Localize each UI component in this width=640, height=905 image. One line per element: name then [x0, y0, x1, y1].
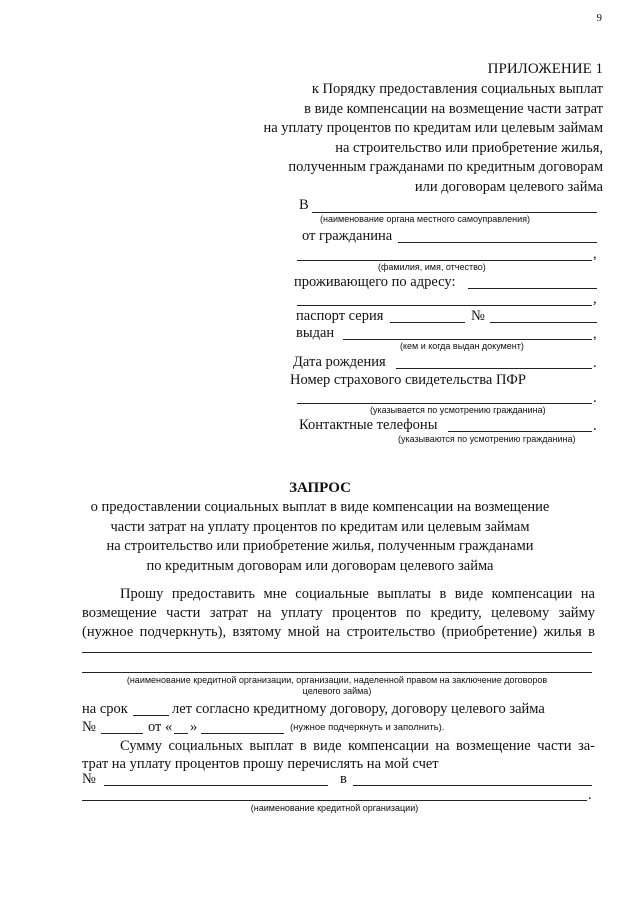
passport-series-field[interactable]	[390, 322, 465, 323]
term-prefix: на срок	[82, 701, 128, 717]
passport-number-label: №	[471, 308, 485, 324]
paragraph-line: Прошу предоставить мне социальные выплаты в виде компенсации на	[120, 586, 595, 602]
quote-close: »	[190, 719, 198, 735]
address-label: проживающего по адресу:	[294, 274, 456, 290]
page-number: 9	[596, 12, 602, 24]
contract-month-year-field[interactable]	[201, 733, 284, 734]
citizen-field[interactable]	[398, 242, 597, 243]
issued-field[interactable]	[343, 339, 592, 340]
term-suffix: лет согласно кредитному договору, договору целевого займа	[172, 701, 545, 717]
period: .	[593, 390, 597, 406]
account-number-field[interactable]	[104, 785, 328, 786]
period: .	[593, 418, 597, 434]
organization-field-2[interactable]	[82, 672, 592, 673]
phones-label: Контактные телефоны	[299, 417, 438, 433]
pfr-caption: (указывается по усмотрению гражданина)	[370, 405, 546, 415]
paragraph-line: (нужное подчеркнуть), взятому мной на строительство (приобретение) жилья в	[82, 624, 595, 640]
fio-caption: (фамилия, имя, отчество)	[378, 262, 486, 272]
contract-date-label: от «	[148, 719, 173, 735]
paragraph2-line: Сумму социальных выплат в виде компенсации на возмещение части за-	[120, 738, 595, 754]
appendix-line: в виде компенсации на возмещение части затрат	[304, 100, 603, 117]
birth-date-field[interactable]	[396, 368, 592, 369]
comma: ,	[593, 326, 597, 342]
phones-caption: (указываются по усмотрению гражданина)	[398, 434, 576, 444]
bank-name-field[interactable]	[82, 800, 587, 801]
address-field[interactable]	[468, 288, 597, 289]
appendix-line: полученным гражданами по кредитным договорам	[288, 159, 603, 175]
authority-caption: (наименование органа местного самоуправления)	[320, 214, 530, 224]
comma: ,	[593, 246, 597, 262]
contract-number-label: №	[82, 719, 96, 735]
contract-number-field[interactable]	[101, 733, 143, 734]
fio-field[interactable]	[297, 260, 592, 261]
to-prefix: В	[299, 197, 309, 213]
request-subtitle-line: части затрат на уплату процентов по кредитам или целевым займам	[110, 518, 530, 535]
term-field[interactable]	[133, 715, 169, 716]
issued-label: выдан	[296, 325, 335, 341]
appendix-line: или договорам целевого займа	[414, 178, 603, 195]
request-subtitle-line: о предоставлении социальных выплат в виде компенсации на возмещение	[90, 499, 550, 515]
appendix-line: на уплату процентов по кредитам или целевым займам	[263, 120, 603, 136]
paragraph-line: возмещение части затрат на уплату процентов по кредиту, целевому займу	[82, 605, 595, 621]
period: .	[588, 787, 592, 803]
fill-note: (нужное подчеркнуть и заполнить).	[290, 722, 445, 733]
appendix-line: к Порядку предоставления социальных выплат	[311, 81, 603, 97]
passport-series-label: паспорт серия	[296, 308, 384, 324]
period: .	[593, 355, 597, 371]
from-citizen-label: от гражданина	[302, 228, 393, 244]
authority-field[interactable]	[312, 212, 597, 213]
contract-day-field[interactable]	[174, 733, 188, 734]
passport-number-field[interactable]	[490, 322, 597, 323]
comma: ,	[593, 291, 597, 307]
pfr-field[interactable]	[297, 403, 592, 404]
appendix-title: ПРИЛОЖЕНИЕ 1	[487, 61, 603, 77]
organization-field[interactable]	[82, 652, 592, 653]
phones-field[interactable]	[448, 431, 592, 432]
bank-caption: (наименование кредитной организации)	[250, 803, 419, 813]
request-subtitle-line: по кредитным договорам или договорам целевого займа	[146, 557, 494, 574]
bank-field[interactable]	[353, 785, 592, 786]
issued-caption: (кем и когда выдан документ)	[400, 341, 524, 351]
organization-caption: целевого займа)	[302, 686, 372, 696]
pfr-label: Номер страхового свидетельства ПФР	[290, 372, 526, 388]
account-number-label: №	[82, 771, 96, 787]
appendix-line: на строительство или приобретение жилья,	[335, 139, 603, 156]
paragraph2-line: трат на уплату процентов прошу перечислять на мой счет	[82, 756, 439, 772]
request-subtitle-line: на строительство или приобретение жилья, полученным гражданами	[106, 538, 534, 554]
birth-date-label: Дата рождения	[293, 354, 386, 370]
bank-in-label: в	[340, 771, 347, 787]
address-field-2[interactable]	[297, 305, 592, 306]
organization-caption: (наименование кредитной организации, организации, наделенной правом на заключение договоров	[126, 675, 548, 685]
request-title: ЗАПРОС	[289, 480, 351, 496]
